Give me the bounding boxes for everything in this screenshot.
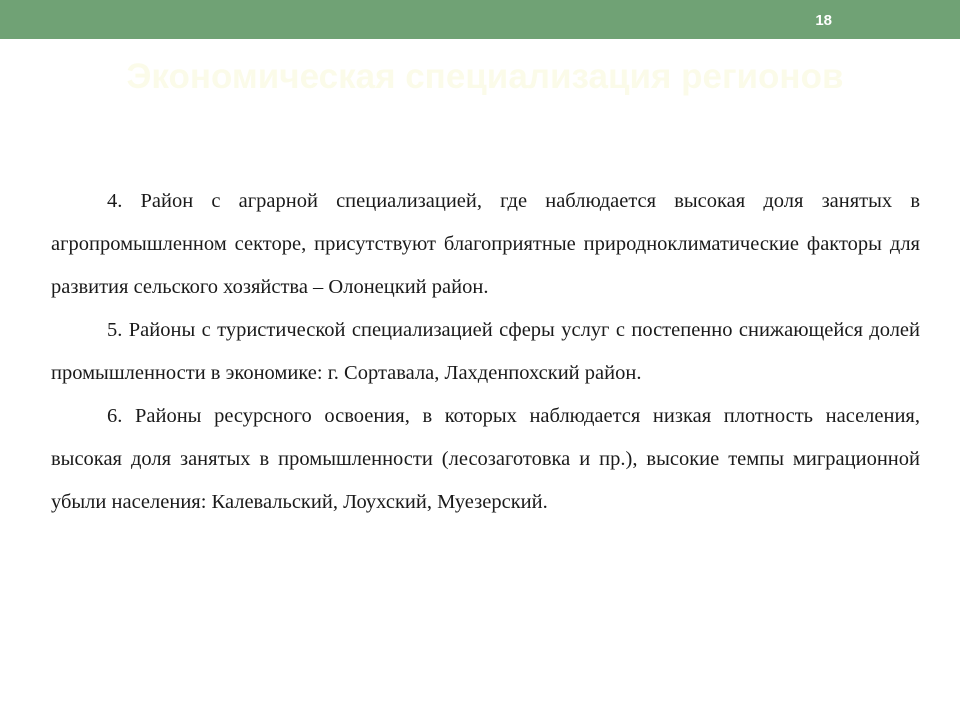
paragraph-tourism: 5. Районы с туристической специализацией сферы услуг с постепенно снижающейся долей промышленности в экономике: г. Сортавала, Лахденпохский район.	[51, 319, 920, 384]
slide-number: 18	[815, 12, 832, 29]
top-bar	[0, 0, 960, 39]
slide-body	[51, 180, 920, 524]
slide-title: Экономическая специализация регионов	[126, 57, 844, 96]
paragraph-resource: 6. Районы ресурсного освоения, в которых наблюдается низкая плотность населения, высокая доля занятых в промышленности (лесозаготовка и пр.), высокие темпы миграционной убыли населения: Калевальский, Лоухский, Муезерский.	[51, 405, 920, 513]
paragraph-agrarian: 4. Район с аграрной специализацией, где наблюдается высокая доля занятых в агропромышленном секторе, присутствуют благоприятные природноклиматические факторы для развития сельского хозяйства – Олонецкий район.	[51, 190, 920, 298]
